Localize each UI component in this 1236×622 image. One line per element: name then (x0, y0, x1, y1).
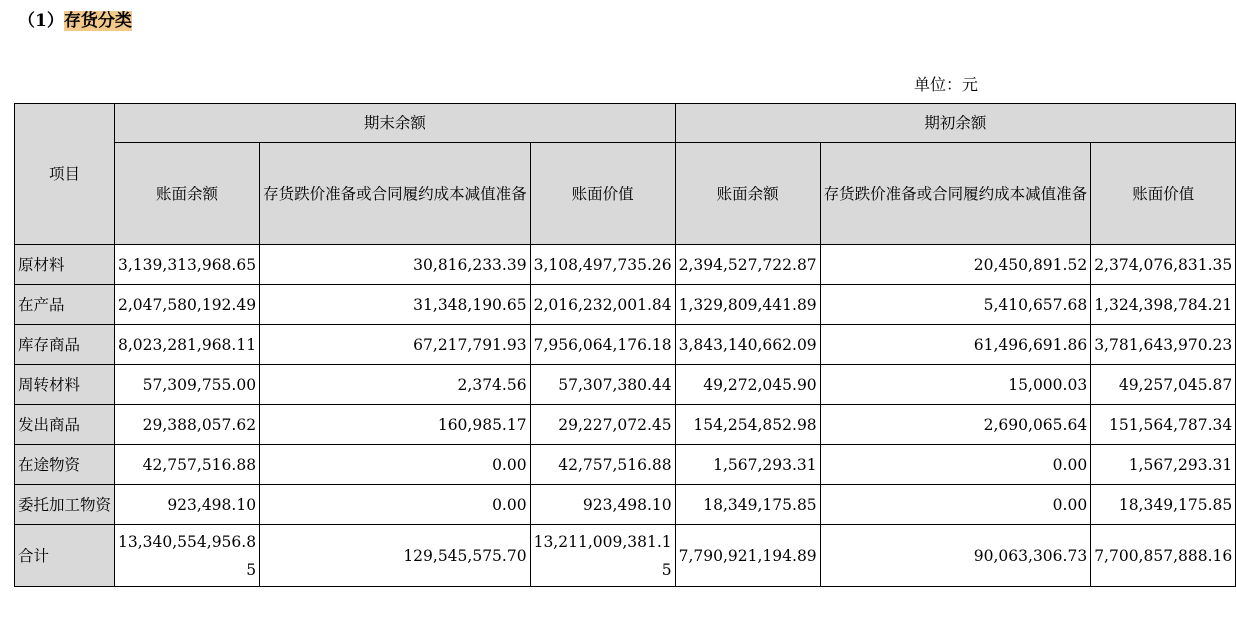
cell-begin-book-balance: 1,567,293.31 (675, 445, 820, 485)
cell-end-provision: 30,816,233.39 (260, 245, 531, 285)
inventory-table (14, 103, 1236, 587)
cell-end-provision: 129,545,575.70 (260, 525, 531, 587)
cell-end-book-balance: 923,498.10 (115, 485, 260, 525)
cell-begin-provision: 90,063,306.73 (820, 525, 1091, 587)
cell-begin-provision: 0.00 (820, 485, 1091, 525)
row-label: 发出商品 (15, 405, 115, 445)
cell-begin-book-balance: 18,349,175.85 (675, 485, 820, 525)
cell-begin-book-value: 3,781,643,970.23 (1091, 325, 1236, 365)
section-title (18, 8, 132, 34)
header-end-book-balance: 账面余额 (115, 143, 260, 245)
cell-begin-book-value: 1,324,398,784.21 (1091, 285, 1236, 325)
cell-begin-book-balance: 154,254,852.98 (675, 405, 820, 445)
cell-end-book-balance: 2,047,580,192.49 (115, 285, 260, 325)
header-group-end: 期末余额 (115, 104, 676, 143)
cell-end-book-balance: 29,388,057.62 (115, 405, 260, 445)
cell-end-book-value: 13,211,009,381.15 (530, 525, 675, 587)
cell-end-book-balance: 13,340,554,956.85 (115, 525, 260, 587)
row-label: 在产品 (15, 285, 115, 325)
table-row (15, 365, 1236, 405)
table-row (15, 485, 1236, 525)
section-number: （1） (18, 11, 64, 31)
cell-begin-book-value: 151,564,787.34 (1091, 405, 1236, 445)
cell-begin-book-value: 2,374,076,831.35 (1091, 245, 1236, 285)
cell-end-provision: 160,985.17 (260, 405, 531, 445)
total-row (15, 525, 1236, 587)
cell-end-book-balance: 8,023,281,968.11 (115, 325, 260, 365)
header-begin-book-value: 账面价值 (1091, 143, 1236, 245)
cell-end-book-balance: 3,139,313,968.65 (115, 245, 260, 285)
section-heading: 存货分类 (63, 11, 132, 31)
cell-end-book-value: 3,108,497,735.26 (530, 245, 675, 285)
cell-end-book-value: 923,498.10 (530, 485, 675, 525)
cell-begin-book-balance: 7,790,921,194.89 (675, 525, 820, 587)
cell-begin-book-value: 1,567,293.31 (1091, 445, 1236, 485)
header-group-begin: 期初余额 (675, 104, 1236, 143)
cell-begin-book-balance: 49,272,045.90 (675, 365, 820, 405)
cell-end-provision: 67,217,791.93 (260, 325, 531, 365)
cell-begin-provision: 61,496,691.86 (820, 325, 1091, 365)
cell-begin-book-value: 49,257,045.87 (1091, 365, 1236, 405)
cell-end-provision: 31,348,190.65 (260, 285, 531, 325)
cell-end-provision: 0.00 (260, 445, 531, 485)
cell-end-provision: 0.00 (260, 485, 531, 525)
cell-begin-book-value: 7,700,857,888.16 (1091, 525, 1236, 587)
table-row (15, 325, 1236, 365)
cell-end-book-balance: 57,309,755.00 (115, 365, 260, 405)
cell-end-book-value: 7,956,064,176.18 (530, 325, 675, 365)
header-end-provision: 存货跌价准备或合同履约成本减值准备 (260, 143, 531, 245)
row-label: 周转材料 (15, 365, 115, 405)
cell-begin-provision: 5,410,657.68 (820, 285, 1091, 325)
cell-begin-book-balance: 2,394,527,722.87 (675, 245, 820, 285)
table-row (15, 405, 1236, 445)
cell-end-book-value: 57,307,380.44 (530, 365, 675, 405)
header-begin-book-balance: 账面余额 (675, 143, 820, 245)
cell-end-provision: 2,374.56 (260, 365, 531, 405)
row-label: 委托加工物资 (15, 485, 115, 525)
cell-begin-book-balance: 3,843,140,662.09 (675, 325, 820, 365)
cell-begin-provision: 15,000.03 (820, 365, 1091, 405)
row-label: 原材料 (15, 245, 115, 285)
cell-begin-book-balance: 1,329,809,441.89 (675, 285, 820, 325)
cell-begin-book-value: 18,349,175.85 (1091, 485, 1236, 525)
cell-begin-provision: 0.00 (820, 445, 1091, 485)
table-row (15, 285, 1236, 325)
header-item: 项目 (15, 104, 115, 245)
row-label: 合计 (15, 525, 115, 587)
cell-end-book-balance: 42,757,516.88 (115, 445, 260, 485)
table-row (15, 245, 1236, 285)
cell-end-book-value: 29,227,072.45 (530, 405, 675, 445)
header-begin-provision: 存货跌价准备或合同履约成本减值准备 (820, 143, 1091, 245)
cell-end-book-value: 2,016,232,001.84 (530, 285, 675, 325)
row-label: 在途物资 (15, 445, 115, 485)
unit-label: 单位：元 (913, 75, 978, 94)
table-row (15, 445, 1236, 485)
cell-begin-provision: 20,450,891.52 (820, 245, 1091, 285)
cell-end-book-value: 42,757,516.88 (530, 445, 675, 485)
cell-begin-provision: 2,690,065.64 (820, 405, 1091, 445)
header-end-book-value: 账面价值 (530, 143, 675, 245)
row-label: 库存商品 (15, 325, 115, 365)
